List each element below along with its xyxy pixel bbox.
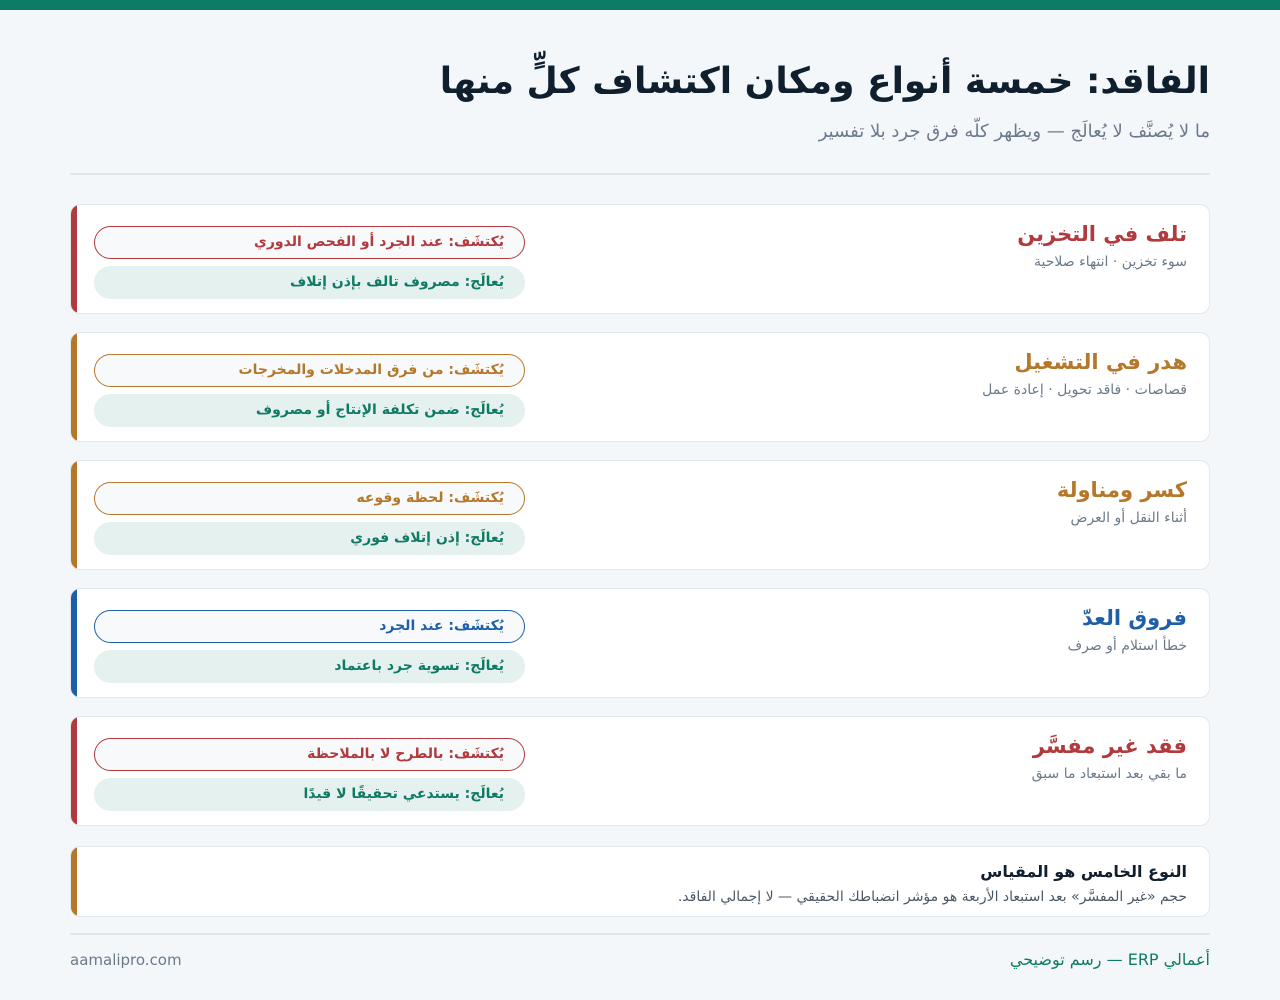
loss-type-card-storage-damage bbox=[70, 204, 1210, 314]
detection-pill: يُكتشَف: من فرق المدخلات والمخرجات bbox=[94, 354, 525, 387]
note-title: النوع الخامس هو المقياس bbox=[980, 862, 1187, 881]
treatment-pill: يُعالَج: يستدعي تحقيقًا لا قيدًا bbox=[94, 778, 525, 811]
loss-type-card-count-differences bbox=[70, 588, 1210, 698]
card-title: كسر ومناولة bbox=[1056, 478, 1187, 502]
card-description: خطأ استلام أو صرف bbox=[1067, 638, 1187, 654]
card-title: فقد غير مفسَّر bbox=[1032, 734, 1187, 758]
card-description: قصاصات · فاقد تحويل · إعادة عمل bbox=[982, 382, 1187, 398]
detection-pill: يُكتشَف: لحظة وقوعه bbox=[94, 482, 525, 515]
loss-type-card-unexplained-loss bbox=[70, 716, 1210, 826]
treatment-pill: يُعالَج: تسوية جرد باعتماد bbox=[94, 650, 525, 683]
card-accent-bar bbox=[71, 205, 77, 313]
card-description: ما بقي بعد استبعاد ما سبق bbox=[1031, 766, 1187, 782]
card-accent-bar bbox=[71, 589, 77, 697]
treatment-pill: يُعالَج: مصروف تالف بإذن إتلاف bbox=[94, 266, 525, 299]
note-accent-bar bbox=[71, 847, 77, 916]
card-accent-bar bbox=[71, 333, 77, 441]
card-title: هدر في التشغيل bbox=[1014, 350, 1187, 374]
header-divider bbox=[70, 173, 1210, 175]
page-title: الفاقد: خمسة أنواع ومكان اكتشاف كلٍّ منها bbox=[439, 61, 1210, 102]
detection-pill: يُكتشَف: عند الجرد أو الفحص الدوري bbox=[94, 226, 525, 259]
treatment-pill: يُعالَج: إذن إتلاف فوري bbox=[94, 522, 525, 555]
loss-type-card-breakage-handling bbox=[70, 460, 1210, 570]
note-text: حجم «غير المفسَّر» بعد استبعاد الأربعة هو مؤشر انضباطك الحقيقي — لا إجمالي الفاقد. bbox=[677, 889, 1187, 905]
treatment-pill: يُعالَج: ضمن تكلفة الإنتاج أو مصروف bbox=[94, 394, 525, 427]
page-subtitle: ما لا يُصنَّف لا يُعالَج — ويظهر كلّه فرق جرد بلا تفسير bbox=[818, 121, 1210, 142]
card-accent-bar bbox=[71, 717, 77, 825]
header bbox=[70, 56, 1210, 146]
card-title: فروق العدّ bbox=[1081, 606, 1187, 630]
card-accent-bar bbox=[71, 461, 77, 569]
top-accent-bar bbox=[0, 0, 1280, 10]
detection-pill: يُكتشَف: بالطرح لا بالملاحظة bbox=[94, 738, 525, 771]
card-description: أثناء النقل أو العرض bbox=[1070, 510, 1187, 526]
detection-pill: يُكتشَف: عند الجرد bbox=[94, 610, 525, 643]
footer-credit: أعمالي ERP — رسم توضيحي bbox=[1009, 950, 1210, 969]
card-description: سوء تخزين · انتهاء صلاحية bbox=[1034, 254, 1187, 270]
key-note-callout bbox=[70, 846, 1210, 917]
card-title: تلف في التخزين bbox=[1017, 222, 1187, 246]
loss-type-card-operational-waste bbox=[70, 332, 1210, 442]
footer-divider bbox=[70, 933, 1210, 935]
footer-site-link[interactable]: aamalipro.com bbox=[70, 951, 182, 969]
